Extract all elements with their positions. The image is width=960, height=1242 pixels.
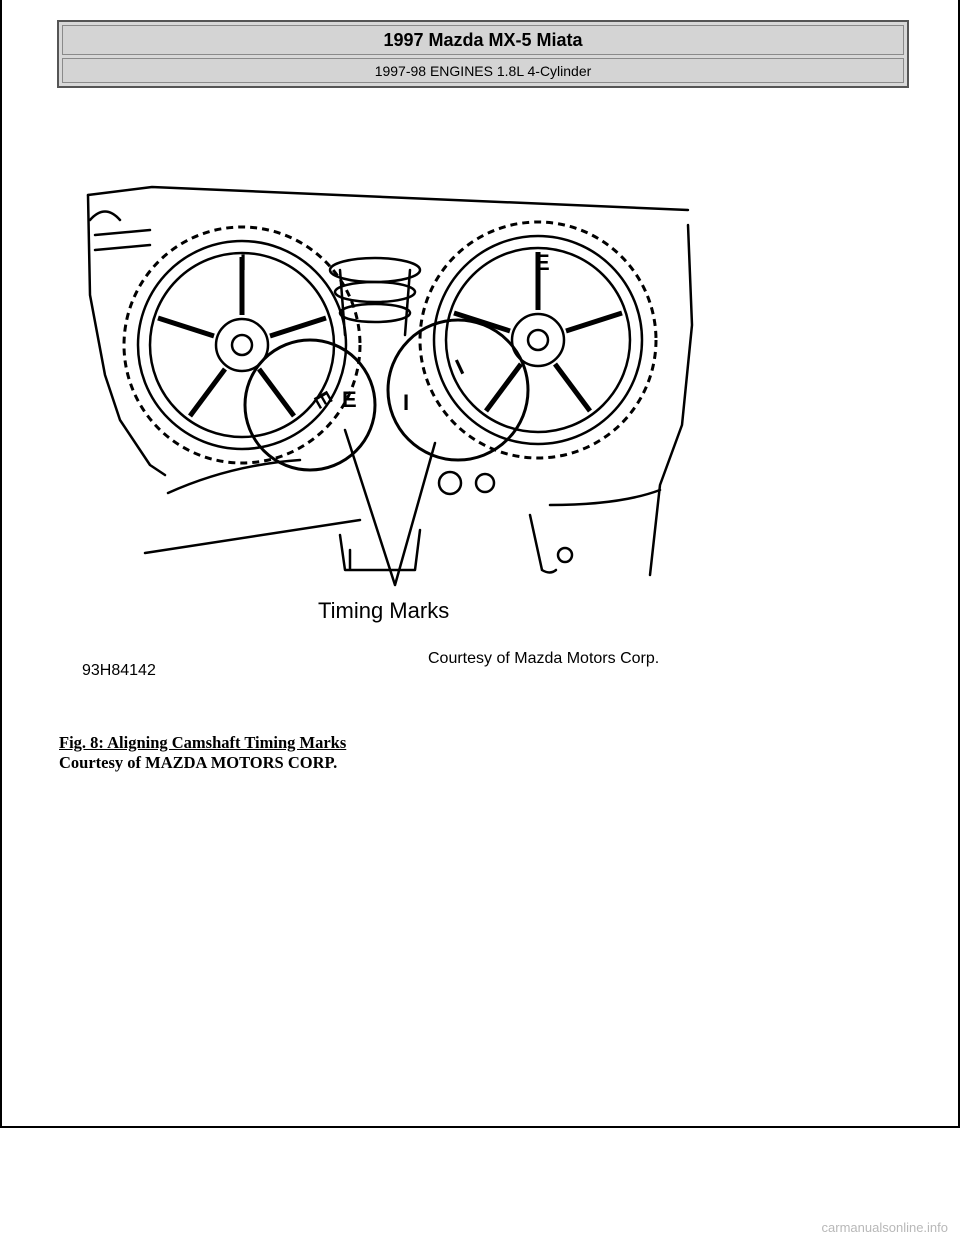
timing-marks-label: Timing Marks (318, 598, 450, 623)
gear-mark: I (240, 250, 247, 275)
figure-credit: Courtesy of Mazda Motors Corp. (428, 650, 660, 667)
gear-mark: I (403, 390, 410, 415)
page-footer-area (0, 1128, 960, 1242)
bolt (476, 474, 494, 492)
figure-caption-credit: Courtesy of MAZDA MOTORS CORP. (59, 753, 338, 772)
bolt (558, 548, 572, 562)
document-subtitle: 1997-98 ENGINES 1.8L 4-Cylinder (62, 58, 904, 83)
document-header (57, 20, 909, 88)
figure-caption-title: Fig. 8: Aligning Camshaft Timing Marks (59, 733, 347, 752)
watermark: carmanualsonline.info (821, 1220, 948, 1235)
document-title: 1997 Mazda MX-5 Miata (62, 25, 904, 55)
camshaft-timing-illustration (60, 175, 720, 685)
gear-mark: E (535, 250, 550, 275)
gear-mark: I (451, 354, 468, 380)
gear-mark: E (308, 387, 338, 413)
gear-mark: E (342, 387, 357, 412)
engine-head-outline (88, 187, 688, 210)
bolt (439, 472, 461, 494)
figure-code: 93H84142 (82, 662, 156, 679)
figure-caption (59, 733, 346, 773)
